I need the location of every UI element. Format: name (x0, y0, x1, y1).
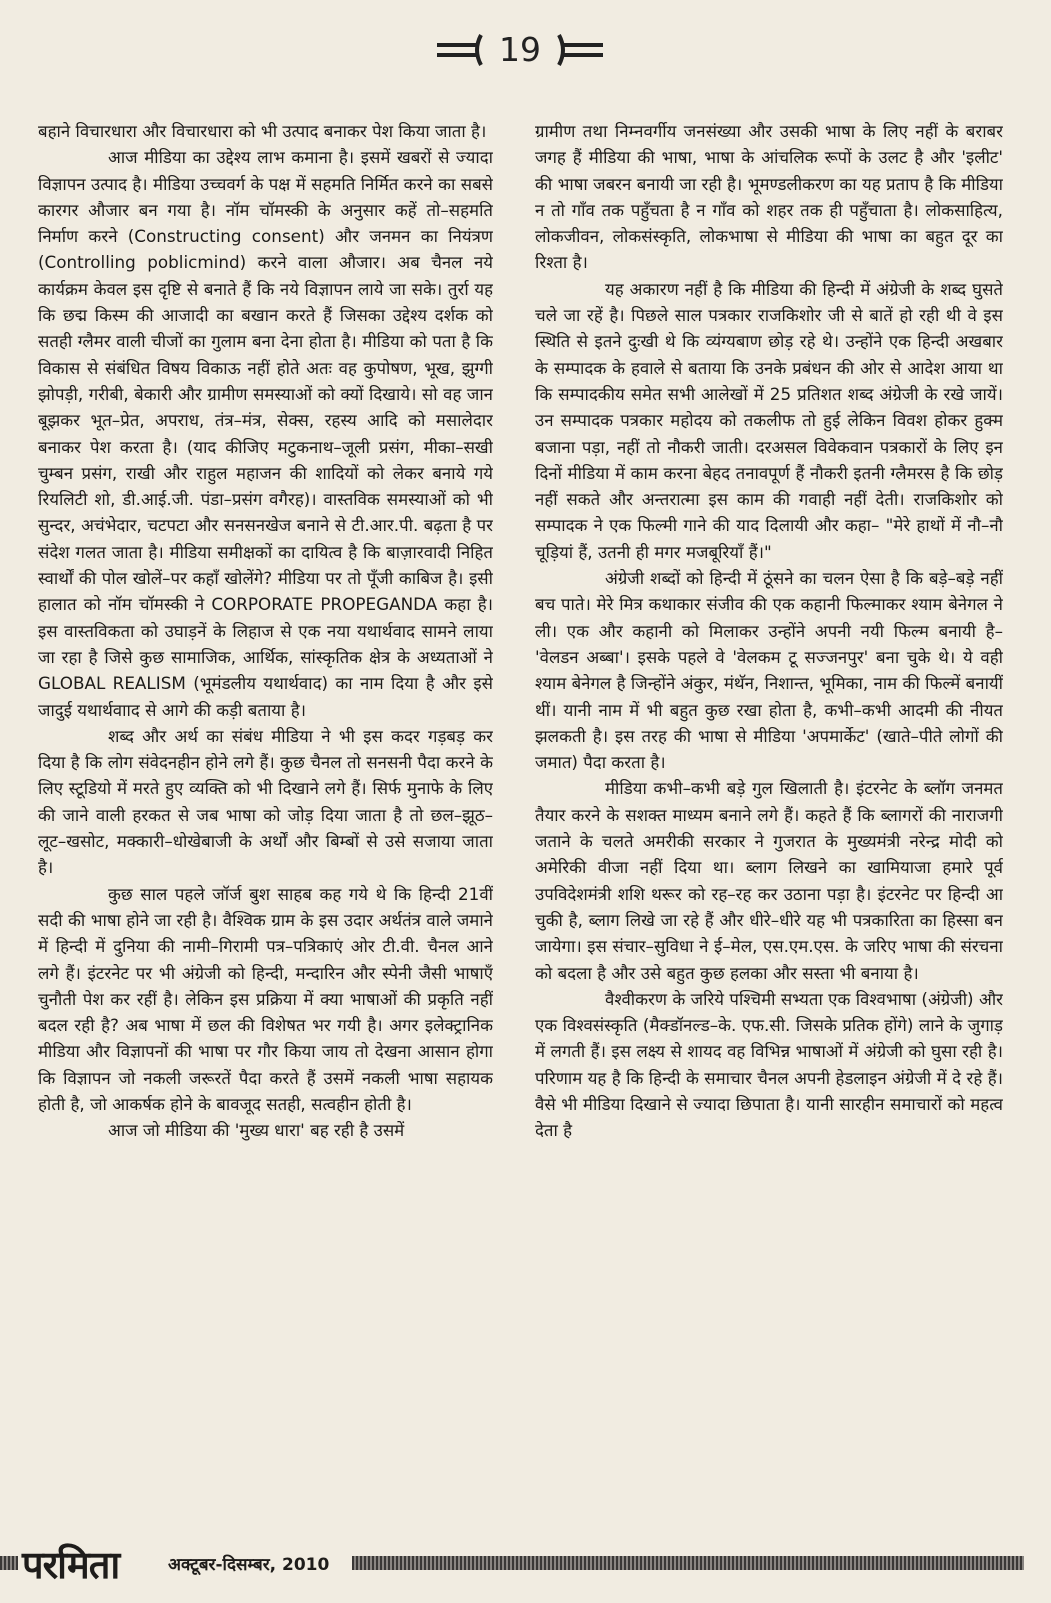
paragraph: शब्द और अर्थ का संबंध मीडिया ने भी इस कदर गड़बड़ कर दिया है कि लोग संवेदनहीन होने लगे हैं। कुछ चैनल तो सनसनी पैदा करने के लिए स्टूडियो में मरते हुए व्यक्ति को भी दिखाने लगे हैं। सिर्फ मुनाफे के लिए की जाने वाली हरकत से जब भाषा को जोड़ दिया जाता है तो छल–झूठ–लूट–खसोट, मक्कारी–धोखेबाजी के अर्थों और बिम्बों से उसे सजाया जाता है। (38, 725, 493, 878)
paragraph: ग्रामीण तथा निम्नवर्गीय जनसंख्या और उसकी भाषा के लिए नहीं के बराबर जगह हैं मीडिया की भाषा, भाषा के आंचलिक रूपों के उलट है और 'इलीट' की भाषा जबरन बनायी जा रही है। भूमण्डलीकरण का यह प्रताप है कि मीडिया न तो गाँव तक पहुँचता है न गाँव को शहर तक ही पहुँचाता है। लोकसाहित्य, लोकजीवन, लोकसंस्कृति, लोकभाषा से मीडिया की भाषा का बहुत दूर का रिश्ता है। (535, 121, 1003, 273)
footer-rule (352, 1556, 1024, 1570)
paragraph: बहाने विचारधारा और विचारधारा को भी उत्पाद बनाकर पेश किया जाता है। (38, 121, 487, 141)
paragraph: वैश्वीकरण के जरिये पश्चिमी सभ्यता एक विश्वभाषा (अंग्रेजी) और एक विश्वसंस्कृति (मैक्डॉनल्ड–के. एफ.सी. जिसके प्रतिक होंगे) लाने के जुगाड़ में लगती हैं। इस लक्ष्य से शायद वह विभिन्न भाषाओं में अंग्रेजी को घुसा रही है। परिणाम यह है कि हिन्दी के समाचार चैनल अपनी हेडलाइन अंग्रेजी में दे रहे हैं। वैसे भी मीडिया दिखाने से ज्यादा छिपाता है। यानी सारहीन समाचारों को महत्व देता है (535, 988, 1003, 1141)
paragraph: कुछ साल पहले जॉर्ज बुश साहब कह गये थे कि हिन्दी 21वीं सदी की भाषा होने जा रही है। वैश्विक ग्राम के इस उदार अर्थतंत्र वाले जमाने में हिन्दी में दुनिया की नामी–गिरामी पत्र–पत्रिकाएं ओर टी.वी. चैनल आने लगे हैं। इंटरनेट पर भी अंग्रेजी को हिन्दी, मन्दारिन और स्पेनी जैसी भाषाएँ चुनौती पेश कर रहीं है। लेकिन इस प्रक्रिया में क्या भाषाओं की प्रकृति नहीं बदल रही है? अब भाषा में छल की विशेषत भर गयी है। अगर इलेक्ट्रानिक मीडिया और विज्ञापनों की भाषा पर गौर किया जाय तो देखना आसान होगा कि विज्ञापन जो नकली जरूरतें पैदा करते हैं उसमें नकली भाषा सहायक होती है, जो आकर्षक होने के बावजूद सतही, सत्वहीन होती है। (38, 883, 493, 1114)
article-column-left (38, 118, 493, 1518)
page-number: 19 (499, 30, 541, 69)
page-number-ornament-right (555, 34, 605, 66)
page-header (0, 20, 1051, 90)
article-column-right (535, 118, 1003, 1518)
paragraph: आज जो मीडिया की 'मुख्य धारा' बह रही है उसमें (108, 1120, 405, 1141)
magazine-title: परमिता (22, 1543, 120, 1587)
paragraph: मीडिया कभी–कभी बड़े गुल खिलाती है। इंटरनेट के ब्लॉग जनमत तैयार करने के सशक्त माध्यम बनाने लगे हैं। कहते हैं कि ब्लागरों की नाराजगी जताने के चलते अमरीकी सरकार ने गुजरात के मुख्यमंत्री नरेन्द्र मोदी को अमेरिकी वीजा नहीं दिया था। ब्लाग लिखने का खामियाजा हमारे पूर्व उपविदेशमंत्री शशि थरूर को रह–रह कर उठाना पड़ा है। इंटरनेट पर हिन्दी आ चुकी है, ब्लाग लिखे जा रहे हैं और धीरे–धीरे यह भी पत्रकारिता का हिस्सा बन जायेगा। इस संचार–सुविधा ने ई–मेल, एस.एम.एस. के जरिए भाषा की संरचना को बदला है और उसे बहुत कुछ हलका और सस्ता भी बनाया है। (535, 778, 1003, 983)
paragraph: अंग्रेजी शब्दों को हिन्दी में ठूंसने का चलन ऐसा है कि बड़े–बड़े नहीं बच पाते। मेरे मित्र कथाकार संजीव की एक कहानी फिल्माकर श्याम बेनेगल ने ली। एक और कहानी को मिलाकर उन्होंने अपनी नयी फिल्म बनायी है– 'वेलडन अब्बा'। इसके पहले वे 'वेलकम टू सज्जनपुर' बना चुके थे। ये वही श्याम बेनेगल है जिन्होंने अंकुर, मंथॅन, निशान्त, भूमिका, नाम की फिल्में बनायीं थीं। यानी नाम में भी बहुत कुछ रखा होता है, कभी–कभी आदमी की नीयत झलकती है। इस तरह की भाषा से मीडिया 'अपमार्केट' (खाते–पीते लोगों की जमात) पैदा करता है। (535, 568, 1003, 773)
footer-rule-left (0, 1556, 18, 1570)
page-footer (0, 1538, 1051, 1588)
page-number-ornament-left (435, 34, 485, 66)
paragraph: यह अकारण नहीं है कि मीडिया की हिन्दी में अंग्रेजी के शब्द घुसते चले जा रहें है। पिछले साल पत्रकार राजकिशोर जी से बातें हो रही थी वे इस स्थिति से इतने दुःखी थे कि व्यंग्यबाण छोड़ रहे थे। उन्होंने एक हिन्दी अखबार के सम्पादक के हवाले से बताया कि उनके प्रबंधन की ओर से आदेश आया था कि सम्पादकीय समेत सभी आलेखों में 25 प्रतिशत शब्द अंग्रेजी के रखे जायें। उन सम्पादक पत्रकार महोदय को तकलीफ तो हुई लेकिन विवश होकर हुक्म बजाना पड़ा, नहीं तो नौकरी जाती। दरअसल विवेकवान पत्रकारों के लिए इन दिनों मीडिया में काम करना बेहद तनावपूर्ण हैं नौकरी इतनी ग्लैमरस है कि छोड़ नहीं सकते और अन्तरात्मा इस काम की गवाही नहीं देती। राजकिशोर को सम्पादक ने एक फिल्मी गाने की याद दिलायी और कहा– "मेरे हाथों में नौ–नौ चूड़ियां हैं, उतनी ही मगर मजबूरियाँ हैं।" (535, 278, 1003, 562)
paragraph: आज मीडिया का उद्देश्य लाभ कमाना है। इसमें खबरों से ज्यादा विज्ञापन उत्पाद है। मीडिया उच्चवर्ग के पक्ष में सहमति निर्मित करने का सबसे कारगर औजार बन गया है। नॉम चॉमस्की के अनुसार कहें तो–सहमति निर्माण करने (Constructing consent) और जनमन का नियंत्रण (Controlling poblicmind) करने वाला औजार। अब चैनल नये कार्यक्रम केवल इस दृष्टि से बनाते हैं कि नये विज्ञापन लाये जा सके। तुर्रा यह कि छद्म किस्म की आजादी का बखान करते हैं जिसका उद्देश्य दर्शक को सतही ग्लैमर वाली चीजों का गुलाम बना देना होता है। मीडिया को पता है कि विकास से संबंधित विषय विकाऊ नहीं होते अतः वह कुपोषण, भूख, झुग्गी झोपड़ी, गरीबी, बेकारी और ग्रामीण समस्याओं को क्यों दिखाये। सो वह जान बूझकर भूत–प्रेत, अपराध, तंत्र–मंत्र, सेक्स, रहस्य आदि को मसालेदार बनाकर पेश करता है। (याद कीजिए मटुकनाथ–जूली प्रसंग, मीका–सखी चुम्बन प्रसंग, राखी और राहुल महाजन की शादियों को लेकर बनाये गये रियलिटी शो, डी.आई.जी. पंडा–प्रसंग वगैरह)। वास्तविक समस्याओं को भी सुन्दर, अचंभेदार, चटपटा और सनसनखेज बनाने से टी.आर.पी. बढ़ता है पर संदेश गलत जाता है। मीडिया समीक्षकों का दायित्व है कि बाज़ारवादी निहित स्वार्थों की पोल खोलें–पर कहाँ खोलेंगे? मीडिया पर तो पूँजी काबिज है। इसी हालात को नॉम चॉमस्की ने CORPORATE PROPEGANDA कहा है। इस वास्तविकता को उघाड़नें के लिहाज से एक नया यथार्थवाद सामने लाया जा रहा है जिसे कुछ सामाजिक, आर्थिक, सांस्कृतिक क्षेत्र के अध्यताओं ने GLOBAL REALISM (भूमंडलीय यथार्थवाद) का नाम दिया है और इसे जादुई यथार्थवााद से आगे की कड़ी बताया है। (38, 147, 493, 720)
issue-date: अक्टूबर-दिसम्बर, 2010 (168, 1555, 330, 1575)
